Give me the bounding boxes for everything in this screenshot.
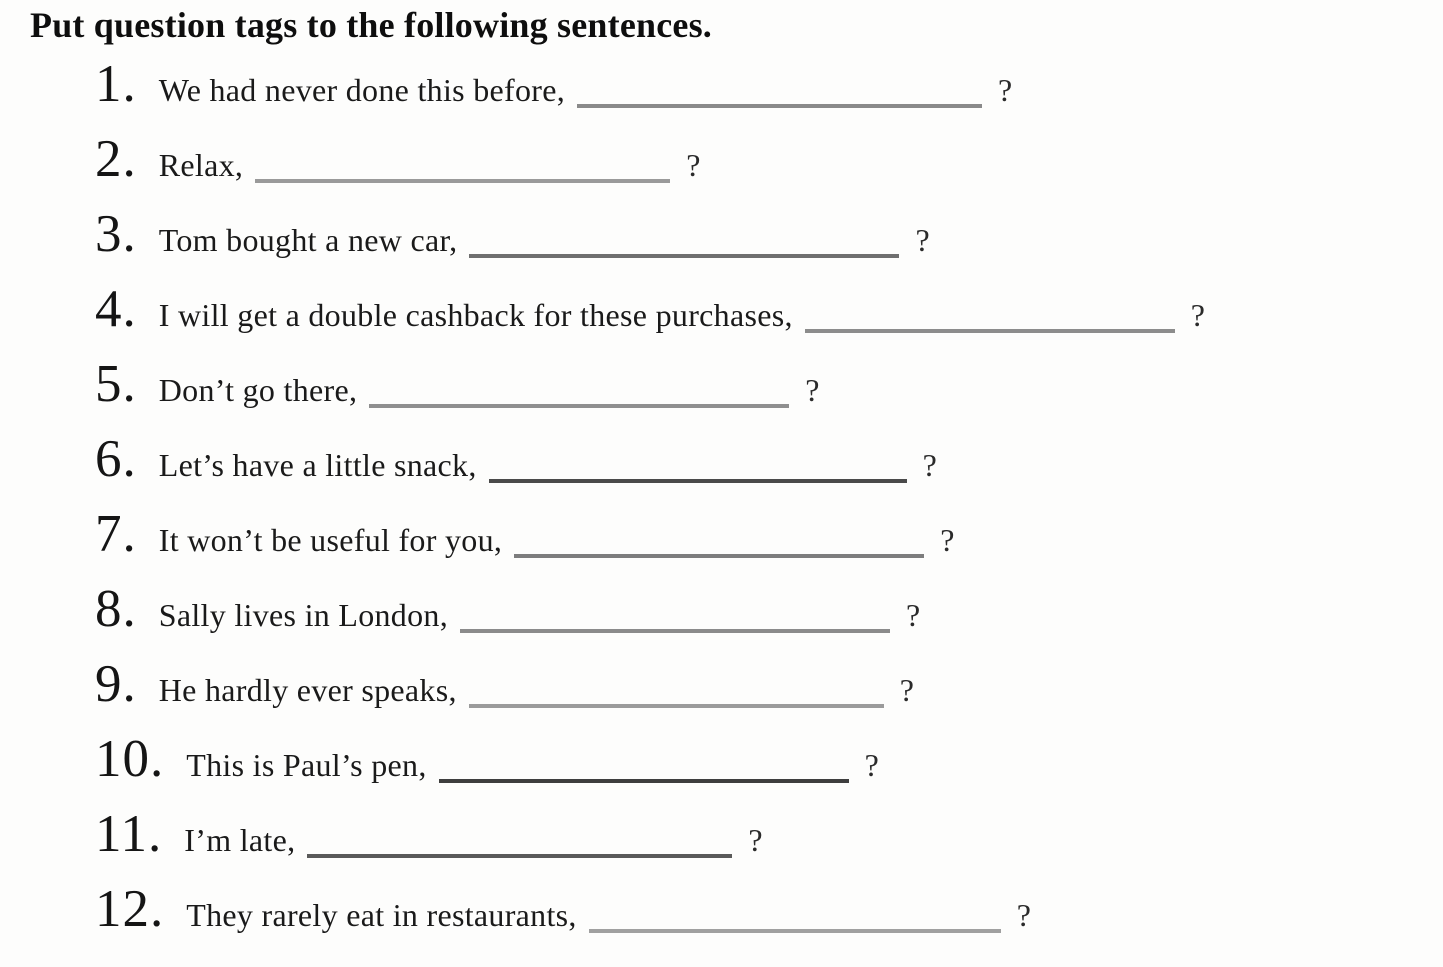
sentence-text: Sally lives in London, — [158, 597, 449, 633]
sentence-item — [95, 55, 1443, 120]
sentence-item — [95, 730, 1443, 795]
sentence-text: Let’s have a little snack, — [158, 447, 477, 483]
item-number: 7. — [95, 505, 137, 563]
question-mark: ? — [1190, 297, 1205, 333]
item-number: 6. — [95, 430, 137, 488]
item-number: 10. — [95, 730, 165, 788]
item-number: 11. — [95, 805, 163, 863]
sentence-list — [0, 55, 1443, 945]
answer-blank-line — [577, 102, 982, 108]
answer-blank-line — [514, 552, 924, 558]
sentence-item — [95, 880, 1443, 945]
sentence-item — [95, 505, 1443, 570]
answer-blank-line — [439, 777, 849, 783]
sentence-text: We had never done this before, — [158, 72, 566, 108]
question-mark: ? — [906, 597, 921, 633]
item-number: 3. — [95, 205, 137, 263]
question-mark: ? — [686, 147, 701, 183]
question-mark: ? — [864, 747, 879, 783]
sentence-text: He hardly ever speaks, — [158, 672, 457, 708]
sentence-item — [95, 655, 1443, 720]
sentence-text: Tom bought a new car, — [158, 222, 458, 258]
item-number: 4. — [95, 280, 137, 338]
question-mark: ? — [899, 672, 914, 708]
sentence-item — [95, 280, 1443, 345]
sentence-item — [95, 355, 1443, 420]
answer-blank-line — [307, 852, 732, 858]
exercise-title: Put question tags to the following sentences. — [30, 5, 712, 45]
sentence-text: I’m late, — [184, 822, 296, 858]
item-number: 5. — [95, 355, 137, 413]
answer-blank-line — [460, 627, 890, 633]
item-number: 2. — [95, 130, 137, 188]
sentence-item — [95, 430, 1443, 495]
question-mark: ? — [915, 222, 930, 258]
question-mark: ? — [748, 822, 763, 858]
sentence-item — [95, 205, 1443, 270]
item-number: 12. — [95, 880, 165, 938]
sentence-text: I will get a double cashback for these purchases, — [158, 297, 793, 333]
question-mark: ? — [998, 72, 1013, 108]
answer-blank-line — [369, 402, 789, 408]
sentence-text: They rarely eat in restaurants, — [186, 897, 577, 933]
sentence-item — [95, 580, 1443, 645]
answer-blank-line — [489, 477, 907, 483]
sentence-text: This is Paul’s pen, — [186, 747, 427, 783]
sentence-text: Don’t go there, — [158, 372, 358, 408]
sentence-item — [95, 130, 1443, 195]
sentence-text: Relax, — [158, 147, 244, 183]
question-mark: ? — [922, 447, 937, 483]
answer-blank-line — [589, 927, 1001, 933]
answer-blank-line — [469, 252, 899, 258]
item-number: 8. — [95, 580, 137, 638]
answer-blank-line — [255, 177, 670, 183]
answer-blank-line — [805, 327, 1175, 333]
answer-blank-line — [469, 702, 884, 708]
question-mark: ? — [1016, 897, 1031, 933]
sentence-text: It won’t be useful for you, — [158, 522, 503, 558]
question-mark: ? — [805, 372, 820, 408]
sentence-item — [95, 805, 1443, 870]
item-number: 1. — [95, 55, 137, 113]
question-mark: ? — [940, 522, 955, 558]
item-number: 9. — [95, 655, 137, 713]
